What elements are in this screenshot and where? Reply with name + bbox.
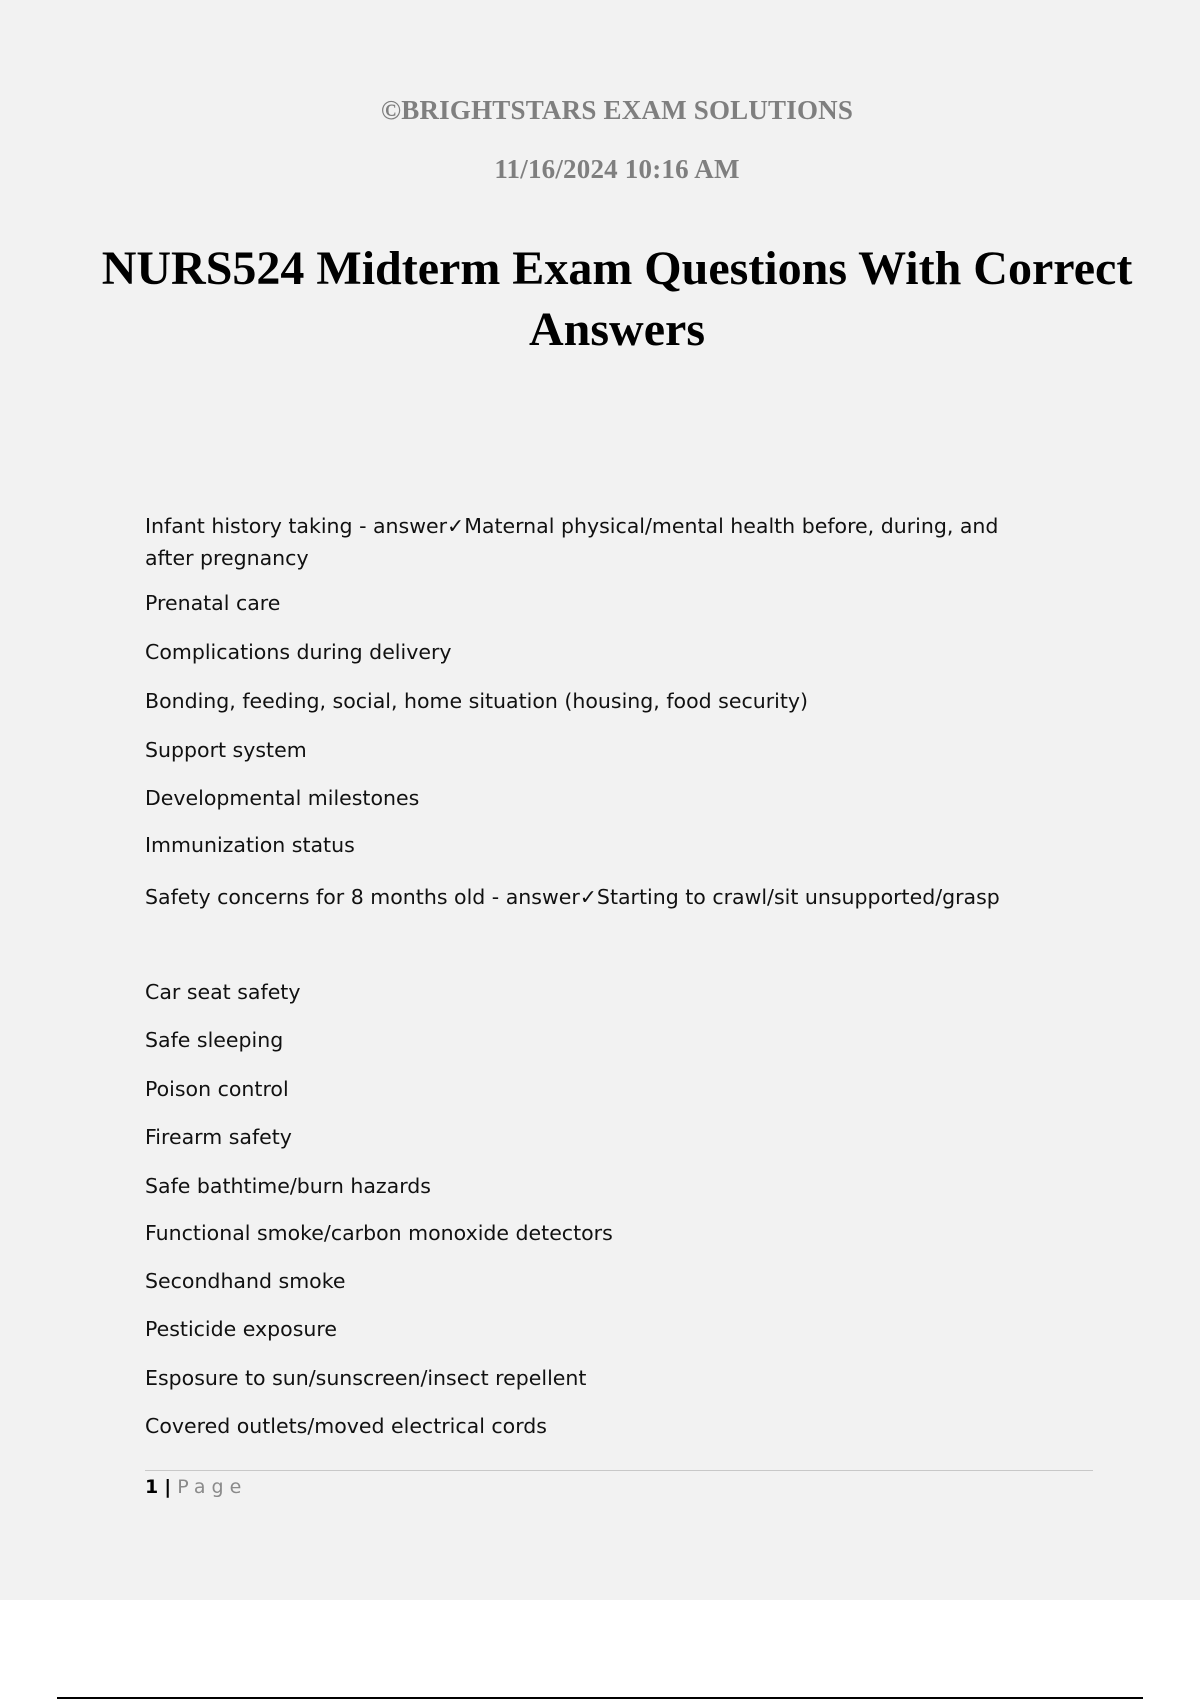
list-item: Safe bathtime/burn hazards xyxy=(145,1174,431,1198)
list-item: Safe sleeping xyxy=(145,1028,284,1052)
list-item: Developmental milestones xyxy=(145,786,420,810)
page-label: Page xyxy=(177,1476,248,1498)
page-separator: | xyxy=(164,1476,172,1498)
list-item: Bonding, feeding, social, home situation (housing, food security) xyxy=(145,689,809,713)
page-footer xyxy=(145,1474,247,1500)
timestamp-header: 11/16/2024 10:16 AM xyxy=(494,154,740,184)
list-item: Prenatal care xyxy=(145,591,281,615)
list-item: Car seat safety xyxy=(145,980,301,1004)
document-title: NURS524 Midterm Exam Questions With Correct Answers xyxy=(101,242,1133,356)
list-item: Support system xyxy=(145,738,307,762)
list-item: Secondhand smoke xyxy=(145,1269,346,1293)
list-item: Functional smoke/carbon monoxide detectors xyxy=(145,1221,613,1245)
list-item: Safety concerns for 8 months old - answer✓Starting to crawl/sit unsupported/grasp xyxy=(145,885,1000,909)
footer-divider xyxy=(145,1470,1093,1471)
list-item: Esposure to sun/sunscreen/insect repellent xyxy=(145,1366,587,1390)
list-item: Pesticide exposure xyxy=(145,1317,337,1341)
list-item: Complications during delivery xyxy=(145,640,452,664)
page-number: 1 xyxy=(145,1476,159,1498)
list-item: Immunization status xyxy=(145,833,355,857)
copyright-header: ©BRIGHTSTARS EXAM SOLUTIONS xyxy=(380,95,854,125)
list-item: Firearm safety xyxy=(145,1125,292,1149)
list-item: Poison control xyxy=(145,1077,289,1101)
list-item: Covered outlets/moved electrical cords xyxy=(145,1414,547,1438)
list-item: Infant history taking - answer✓Maternal physical/mental health before, during, and after pregnancy xyxy=(145,514,999,570)
next-page-divider xyxy=(57,1697,1143,1699)
